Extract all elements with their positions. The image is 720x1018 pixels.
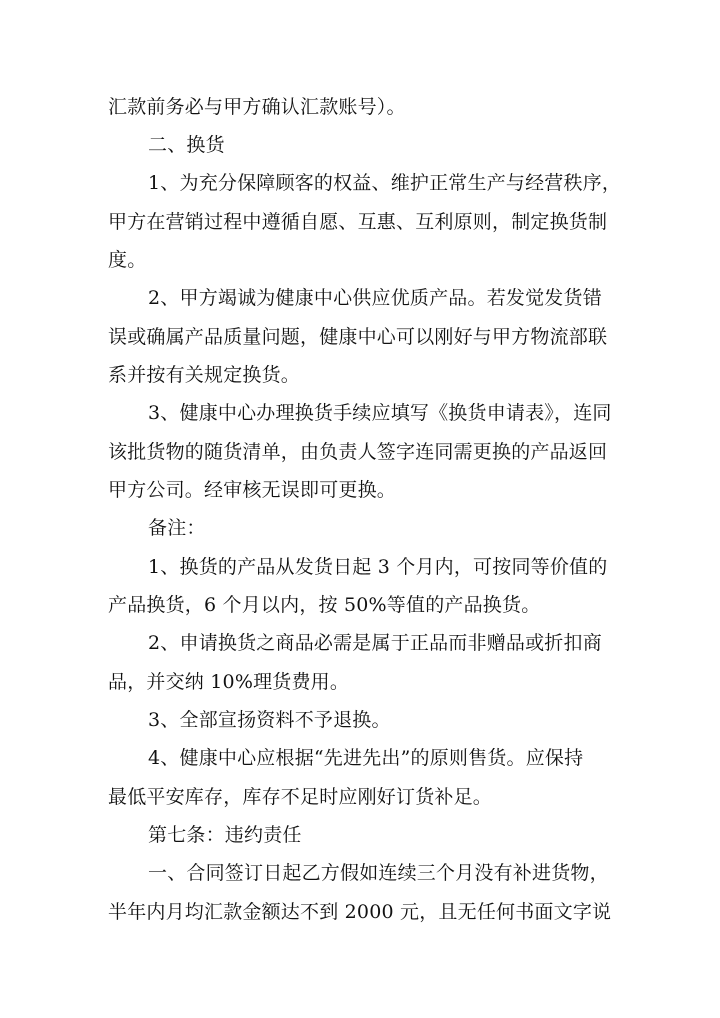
note-heading: 备注： bbox=[148, 517, 206, 539]
text-line: 最低平安库存，库存不足时应刚好订货补足。 bbox=[108, 786, 493, 808]
text-line: 半年内月均汇款金额达不到 2000 元，且无任何书面文字说 bbox=[108, 901, 612, 923]
text-line: 甲方在营销过程中遵循自愿、互惠、互利原则，制定换货制 bbox=[108, 211, 608, 233]
paragraph-start-line: 1、为充分保障顾客的权益、维护正常生产与经营秩序， bbox=[148, 172, 622, 194]
paragraph-start-line: 1、换货的产品从发货日起 3 个月内，可按同等价值的 bbox=[148, 556, 608, 578]
paragraph-start-line: 4、健康中心应根据“先进先出”的原则售货。应保持 bbox=[148, 747, 584, 769]
paragraph-start-line: 2、申请换货之商品必需是属于正品而非赠品或折扣商 bbox=[148, 632, 602, 654]
article-heading: 第七条：违约责任 bbox=[148, 824, 302, 846]
text-line: 甲方公司。经审核无误即可更换。 bbox=[108, 479, 397, 501]
text-line: 系并按有关规定换货。 bbox=[108, 364, 301, 386]
text-line: 品，并交纳 10%理货费用。 bbox=[108, 671, 350, 693]
text-line: 度。 bbox=[108, 249, 147, 271]
text-line: 误或确属产品质量问题，健康中心可以刚好与甲方物流部联 bbox=[108, 326, 608, 348]
text-line: 汇款前务必与甲方确认汇款账号）。 bbox=[108, 96, 406, 118]
paragraph-start-line: 2、甲方竭诚为健康中心供应优质产品。若发觉发货错 bbox=[148, 287, 602, 309]
section-heading: 二、换货 bbox=[148, 134, 225, 156]
paragraph-start-line: 一、合同签订日起乙方假如连续三个月没有补进货物， bbox=[148, 862, 609, 884]
paragraph-start-line: 3、全部宣扬资料不予退换。 bbox=[148, 709, 391, 731]
text-line: 该批货物的随货清单，由负责人签字连同需更换的产品返回 bbox=[108, 441, 608, 463]
paragraph-start-line: 3、健康中心办理换货手续应填写《换货申请表》，连同 bbox=[148, 402, 612, 424]
text-line: 产品换货，6 个月以内，按 50%等值的产品换货。 bbox=[108, 594, 541, 616]
